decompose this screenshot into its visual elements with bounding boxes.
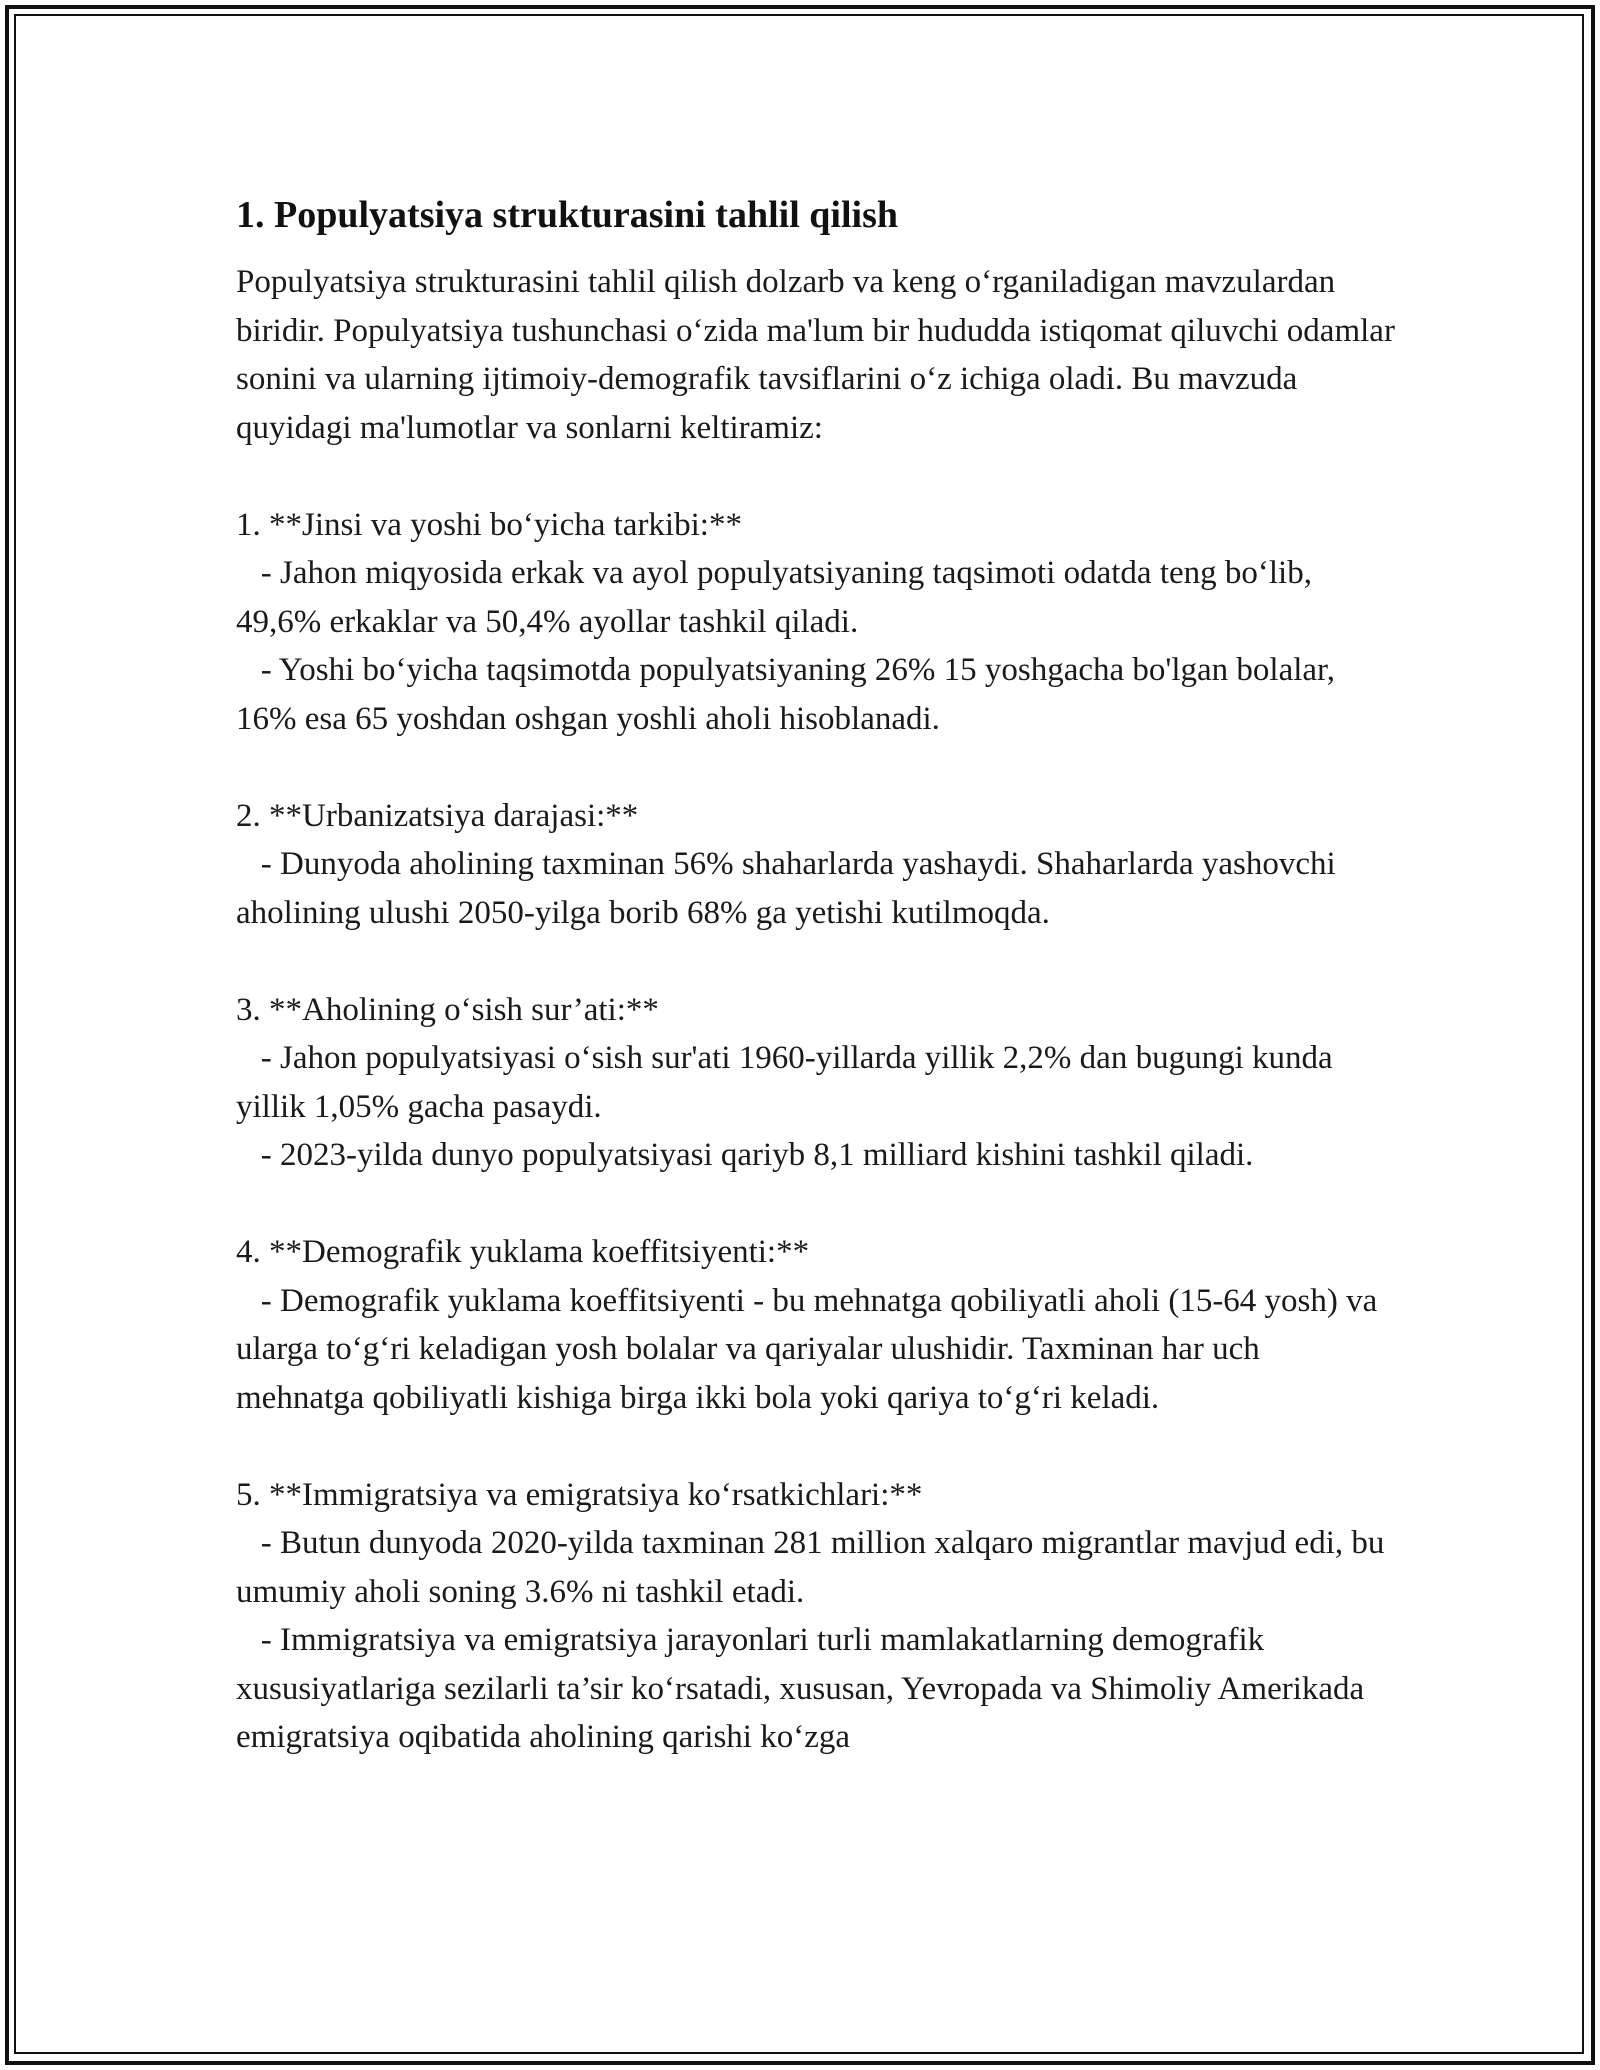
section-bullet: - Yoshi bo‘yicha taqsimotda populyatsiyaning 26% 15 yoshgacha bo'lgan bolalar, 16% esa 65 yoshdan oshgan yoshli aholi hisoblanadi.	[236, 652, 1344, 737]
section-bullet: - Jahon populyatsiyasi o‘sish sur'ati 1960-yillarda yillik 2,2% dan bugungi kunda yillik 1,05% gacha pasaydi.	[236, 1040, 1341, 1125]
section-migration	[236, 1471, 1396, 1762]
section-bullet: - Butun dunyoda 2020-yilda taxminan 281 million xalqaro migrantlar mavjud edi, bu umumiy aholi soning 3.6% ni tashkil etadi.	[236, 1525, 1393, 1610]
document-body	[236, 186, 1404, 1762]
paragraph-gap	[236, 937, 1396, 986]
section-title: 5. **Immigratsiya va emigratsiya ko‘rsatkichlari:**	[236, 1476, 923, 1513]
intro-paragraph: Populyatsiya strukturasini tahlil qilish dolzarb va keng o‘rganiladigan mavzulardan biridir. Populyatsiya tushunchasi o‘zida ma'lum bir hududda istiqomat qiluvchi odamlar sonini va ularning ijtimoiy-demografik tavsiflarini o‘z ichiga oladi. Bu mavzuda quyidagi ma'lumotlar va sonlarni keltiramiz:	[236, 264, 1404, 446]
section-dependency-ratio	[236, 1228, 1396, 1422]
section-title: 1. **Jinsi va yoshi bo‘yicha tarkibi:**	[236, 506, 742, 543]
section-bullet: - Jahon miqyosida erkak va ayol populyatsiyaning taqsimoti odatda teng bo‘lib, 49,6% erkaklar va 50,4% ayollar tashkil qiladi.	[236, 555, 1321, 640]
section-urbanization	[236, 792, 1396, 938]
paragraph-gap	[236, 1422, 1396, 1471]
section-gender-age	[236, 501, 1396, 744]
document-heading: 1. Populyatsiya strukturasini tahlil qilish	[236, 194, 898, 236]
section-bullet: - 2023-yilda dunyo populyatsiyasi qariyb 8,1 milliard kishini tashkil qiladi.	[236, 1137, 1254, 1173]
section-bullet: - Dunyoda aholining taxminan 56% shaharlarda yashaydi. Shaharlarda yashovchi aholining ulushi 2050-yilga borib 68% ga yetishi kutilmoqda.	[236, 846, 1344, 931]
section-bullet: - Immigratsiya va emigratsiya jarayonlari turli mamlakatlarning demografik xususiyatlariga sezilarli ta’sir ko‘rsatadi, xususan, Yevropada va Shimoliy Amerikada emigratsiya oqibatida aholining qarishi ko‘zga	[236, 1622, 1373, 1755]
paragraph-gap	[236, 452, 1396, 501]
paragraph-gap	[236, 1180, 1396, 1229]
section-title: 4. **Demografik yuklama koeffitsiyenti:**	[236, 1234, 810, 1270]
section-title: 3. **Aholining o‘sish sur’ati:**	[236, 991, 659, 1028]
paragraph-gap	[236, 743, 1396, 792]
section-bullet: - Demografik yuklama koeffitsiyenti - bu mehnatga qobiliyatli aholi (15-64 yosh) va ularga to‘g‘ri keladigan yosh bolalar va qariyalar ulushidir. Taxminan har uch mehnatga qobiliyatli kishiga birga ikki bola yoki qariya to‘g‘ri keladi.	[236, 1282, 1386, 1416]
section-growth-rate	[236, 986, 1396, 1180]
section-title: 2. **Urbanizatsiya darajasi:**	[236, 797, 639, 834]
